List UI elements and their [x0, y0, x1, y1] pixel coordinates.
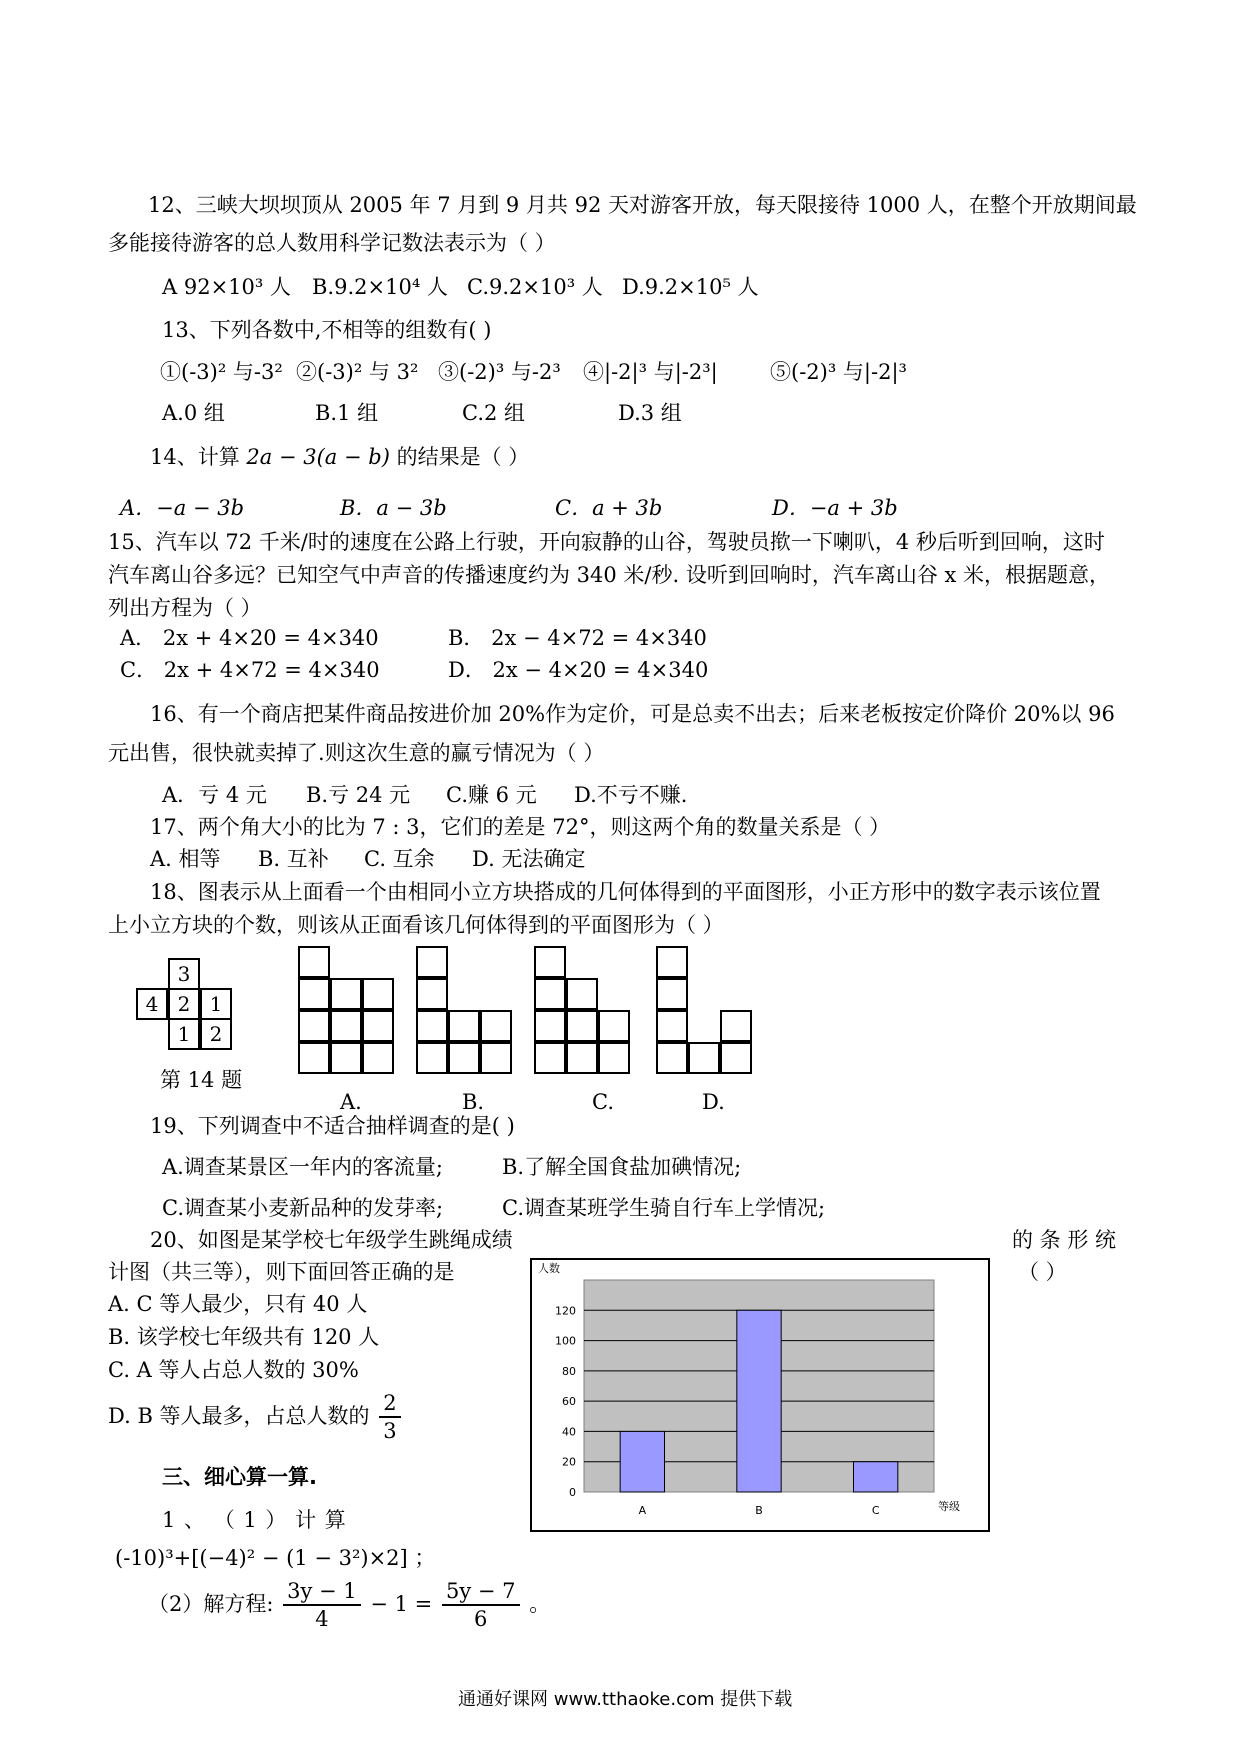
- q16-option-a: A．亏 4 元: [162, 783, 267, 807]
- q13-group-4: ④|-2|³ 与|-2³|: [583, 360, 718, 384]
- q20-option-d-text: D. B 等人最多，占总人数的: [108, 1403, 370, 1428]
- q17-stem: 17、两个角大小的比为 7 : 3，它们的差是 72°，则这两个角的数量关系是（ ）: [150, 815, 891, 839]
- q15-option-a: A． 2x + 4×20 = 4×340: [120, 626, 379, 650]
- top-view-cell: 3: [168, 958, 200, 990]
- q16-line1: 16、有一个商店把某件商品按进价加 20%作为定价，可是总卖不出去；后来老板按定价降价 20%以 96: [150, 702, 1115, 726]
- q12-option-a: A 92×10³ 人: [162, 275, 291, 299]
- q15-line1: 15、汽车以 72 千米/时的速度在公路上行驶，开向寂静的山谷，驾驶员揿一下喇叭，4 秒后听到回响，这时: [108, 530, 1105, 554]
- q18-option-c-label: C.: [592, 1090, 614, 1114]
- q14-stem-pre: 14、计算: [150, 445, 240, 469]
- bar: [854, 1462, 898, 1492]
- q12-line2: 多能接待游客的总人数用科学记数法表示为（ ）: [108, 231, 556, 255]
- q20-line2b: （ ）: [1018, 1260, 1067, 1284]
- y-tick-label: 100: [555, 1334, 576, 1348]
- q13-group-3: ③(-2)³ 与-2³: [438, 360, 561, 384]
- y-tick-label: 0: [569, 1486, 576, 1499]
- bar-chart: [530, 1258, 990, 1532]
- bar: [737, 1310, 781, 1492]
- q16-option-b: B.亏 24 元: [306, 783, 411, 807]
- q13-group-1: ①(-3)² 与-3²: [160, 360, 283, 384]
- section-3-problem-1-expression: (-10)³+[(−4)² − (1 − 3²)×2] ；: [115, 1546, 436, 1570]
- cube: [362, 1042, 394, 1074]
- cube: [362, 978, 394, 1010]
- top-view-cell: 1: [168, 1018, 200, 1050]
- q14-expression: 2a − 3(a − b): [246, 445, 390, 469]
- q20-line1b: 的 条 形 统: [1012, 1228, 1117, 1252]
- cube: [656, 946, 688, 978]
- q20-option-b: B. 该学校七年级共有 120 人: [108, 1325, 380, 1349]
- cube: [448, 1042, 480, 1074]
- cube: [534, 1010, 566, 1042]
- problem-2-fraction-1: [283, 1578, 361, 1633]
- q20-line1a: 20、如图是某学校七年级学生跳绳成绩: [150, 1228, 513, 1252]
- fraction-numerator: 3y − 1: [283, 1578, 361, 1606]
- cube: [298, 1042, 330, 1074]
- top-view-cell: 1: [200, 988, 232, 1020]
- fraction-numerator: 2: [379, 1390, 400, 1418]
- q16-line2: 元出售，很快就卖掉了.则这次生意的赢亏情况为（ ）: [108, 741, 605, 765]
- x-tick-label: B: [755, 1504, 763, 1517]
- q18-line1: 18、图表示从上面看一个由相同小立方块搭成的几何体得到的平面图形，小正方形中的数字表示该位置: [150, 880, 1101, 904]
- q15-line3: 列出方程为（ ）: [108, 596, 262, 620]
- fraction-denominator: 3: [383, 1419, 397, 1444]
- cube: [534, 978, 566, 1010]
- cube: [656, 1010, 688, 1042]
- q20-option-d: [108, 1390, 404, 1445]
- q12-option-c: C.9.2×10³ 人: [467, 275, 603, 299]
- q14-stem: [150, 445, 529, 469]
- q13-group-2: ②(-3)² 与 3²: [296, 360, 419, 384]
- x-tick-label: C: [871, 1504, 880, 1517]
- cube: [656, 978, 688, 1010]
- problem-2-prefix: （2）解方程:: [148, 1591, 274, 1616]
- fraction-numerator: 5y − 7: [442, 1578, 520, 1606]
- q14-option-c: C．a + 3b: [555, 496, 663, 520]
- fraction-denominator: 6: [474, 1607, 488, 1632]
- q12-line1: 12、三峡大坝坝顶从 2005 年 7 月到 9 月共 92 天对游客开放，每天限接待 1000 人，在整个开放期间最: [148, 193, 1137, 217]
- cube: [598, 1042, 630, 1074]
- cube: [298, 1010, 330, 1042]
- y-axis-label: 人数: [538, 1262, 560, 1275]
- cube: [656, 1042, 688, 1074]
- q18-line2: 上小立方块的个数，则该从正面看该几何体得到的平面图形为（ ）: [108, 913, 724, 937]
- cube: [566, 978, 598, 1010]
- cube: [598, 1010, 630, 1042]
- q20-line2a: 计图（共三等），则下面回答正确的是: [108, 1260, 455, 1284]
- q18-option-b-label: B.: [462, 1090, 485, 1114]
- q15-option-d: D． 2x − 4×20 = 4×340: [448, 658, 709, 682]
- cube: [330, 1010, 362, 1042]
- page-footer: 通通好课网 www.tthaoke.com 提供下载: [458, 1689, 793, 1710]
- cube: [362, 1010, 394, 1042]
- x-tick-label: A: [638, 1504, 647, 1517]
- q19-option-b: B.了解全国食盐加碘情况;: [502, 1155, 742, 1179]
- problem-2-end: 。: [529, 1591, 551, 1616]
- cube: [416, 1010, 448, 1042]
- y-tick-label: 20: [562, 1455, 576, 1469]
- cube: [298, 978, 330, 1010]
- top-view-cell: 4: [136, 988, 168, 1020]
- q13-option-a: A.0 组: [162, 401, 225, 425]
- problem-2-middle: − 1 =: [370, 1591, 433, 1616]
- cube: [566, 1010, 598, 1042]
- y-tick-label: 40: [562, 1425, 576, 1439]
- cube: [688, 1042, 720, 1074]
- section-3-problem-1-label: 1 、 （ 1 ） 计 算: [162, 1508, 347, 1532]
- cube: [416, 978, 448, 1010]
- q13-stem: 13、下列各数中,不相等的组数有( ): [162, 318, 492, 342]
- x-axis-label: 等级: [938, 1500, 960, 1513]
- cube: [720, 1010, 752, 1042]
- top-view-cell: 2: [200, 1018, 232, 1050]
- q20-option-c: C. A 等人占总人数的 30%: [108, 1358, 359, 1382]
- cube: [534, 1042, 566, 1074]
- section-3-title: 三、细心算一算.: [162, 1465, 317, 1489]
- q19-stem: 19、下列调查中不适合抽样调查的是( ): [150, 1114, 515, 1138]
- q18-option-a-label: A.: [340, 1090, 362, 1114]
- q13-option-b: B.1 组: [315, 401, 379, 425]
- q14-option-d: D．−a + 3b: [772, 496, 898, 520]
- cube: [416, 946, 448, 978]
- cube: [534, 946, 566, 978]
- y-tick-label: 80: [562, 1364, 576, 1378]
- q17-option-b: B. 互补: [258, 847, 329, 871]
- q17-option-d: D. 无法确定: [472, 847, 586, 871]
- q17-option-c: C. 互余: [364, 847, 435, 871]
- cube: [416, 1042, 448, 1074]
- q16-option-c: C.赚 6 元: [446, 783, 537, 807]
- q14-option-a: A．−a − 3b: [120, 496, 245, 520]
- cube: [480, 1010, 512, 1042]
- q14-stem-post: 的结果是（ ）: [396, 445, 530, 469]
- q13-group-5: ⑤(-2)³ 与|-2|³: [770, 360, 907, 384]
- q18-figure-caption: 第 14 题: [160, 1068, 243, 1092]
- problem-2-fraction-2: [442, 1578, 520, 1633]
- q13-option-c: C.2 组: [462, 401, 526, 425]
- fraction-denominator: 4: [315, 1607, 329, 1632]
- q14-option-b: B．a − 3b: [340, 496, 447, 520]
- q15-option-b: B． 2x − 4×72 = 4×340: [448, 626, 707, 650]
- q18-option-d-label: D.: [702, 1090, 725, 1114]
- cube: [330, 978, 362, 1010]
- q16-option-d: D.不亏不赚.: [574, 783, 688, 807]
- q20-fraction: [379, 1390, 400, 1445]
- q15-option-c: C． 2x + 4×72 = 4×340: [120, 658, 380, 682]
- cube: [298, 946, 330, 978]
- q12-option-d: D.9.2×10⁵ 人: [622, 275, 759, 299]
- cube: [330, 1042, 362, 1074]
- cube: [448, 1010, 480, 1042]
- top-view-cell: 2: [168, 988, 200, 1020]
- q19-option-d: C.调查某班学生骑自行车上学情况;: [502, 1196, 826, 1220]
- q15-line2: 汽车离山谷多远？已知空气中声音的传播速度约为 340 米/秒. 设听到回响时，汽车离山谷 x 米，根据题意，: [108, 563, 1111, 587]
- cube: [480, 1042, 512, 1074]
- q19-option-a: A.调查某景区一年内的客流量;: [162, 1155, 443, 1179]
- bar: [620, 1431, 664, 1492]
- y-tick-label: 60: [562, 1395, 576, 1409]
- q12-option-b: B.9.2×10⁴ 人: [312, 275, 448, 299]
- cube: [720, 1042, 752, 1074]
- q20-option-a: A. C 等人最少，只有 40 人: [108, 1292, 368, 1316]
- section-3-problem-2: [148, 1578, 550, 1633]
- q19-option-c: C.调查某小麦新品种的发芽率;: [162, 1196, 444, 1220]
- cube: [566, 1042, 598, 1074]
- q13-option-d: D.3 组: [618, 401, 682, 425]
- y-tick-label: 120: [555, 1304, 576, 1318]
- q17-option-a: A. 相等: [150, 847, 221, 871]
